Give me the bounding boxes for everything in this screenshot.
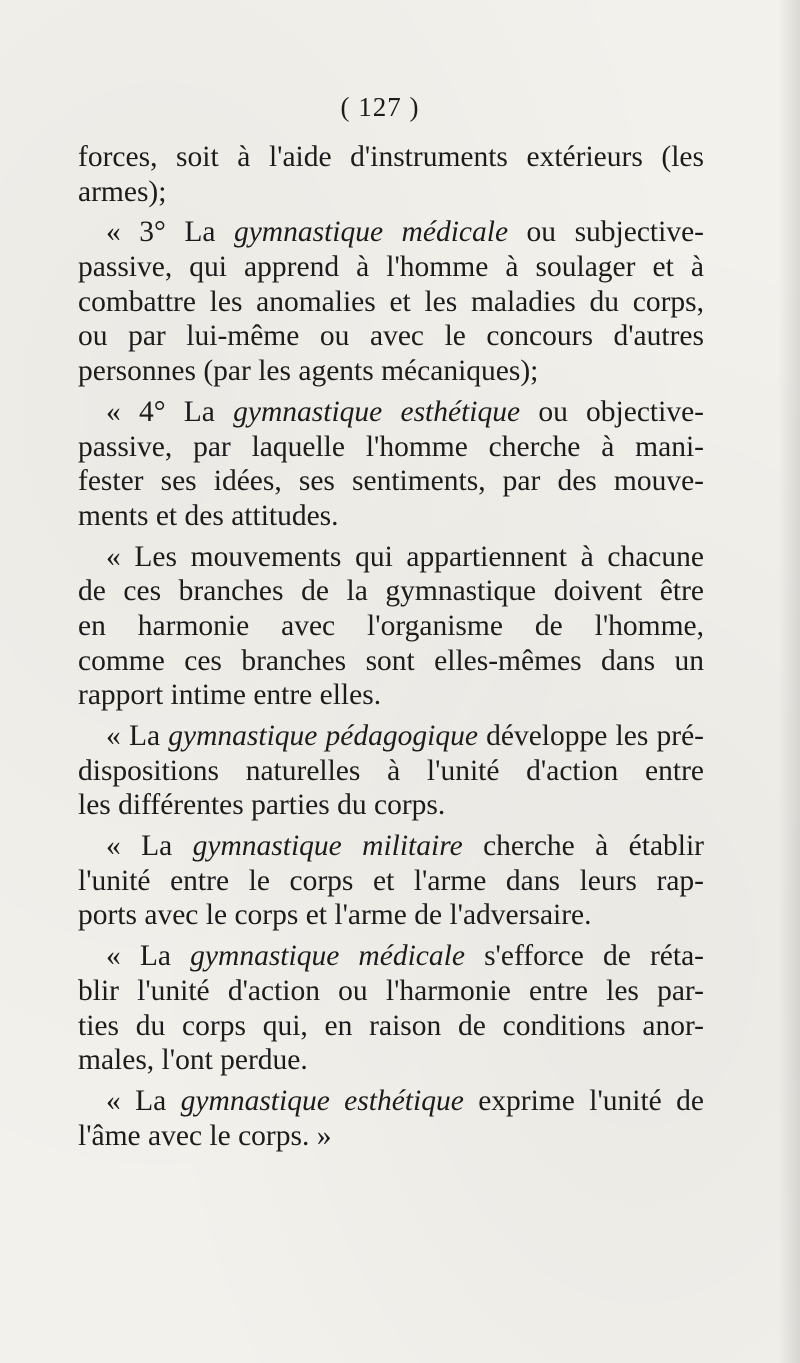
body-text — [78, 140, 704, 1153]
text-run: exprime l'unité de — [463, 1084, 704, 1117]
text-line: l'âme avec le corps. » — [78, 1119, 332, 1152]
page-edge-shadow — [778, 0, 800, 1363]
italic-term: gymnastique médicale — [190, 940, 465, 973]
text-line: armes); — [78, 175, 167, 208]
text-line: l'unité entre le corps et l'arme dans leurs rap- — [78, 864, 704, 897]
text-line: ties du corps qui, en raison de conditions anor- — [78, 1009, 704, 1042]
italic-term: gymnastique militaire — [192, 830, 463, 863]
text-line: « Les mouvements qui appartiennent à chacune — [106, 540, 704, 573]
text-line: blir l'unité d'action ou l'harmonie entre les par- — [78, 974, 704, 1007]
text-run: s'efforce de réta- — [464, 940, 705, 973]
text-line — [78, 719, 704, 754]
text-line: personnes (par les agents mécaniques); — [78, 355, 539, 388]
text-run: cherche à établir — [462, 830, 704, 863]
text-line — [78, 1084, 704, 1119]
text-run: « La — [106, 720, 169, 752]
text-line: de ces branches de la gymnastique doivent être — [78, 575, 704, 608]
text-line: dispositions naturelles à l'unité d'action entre — [78, 754, 704, 787]
text-line: ou par lui-même ou avec le concours d'autres — [78, 320, 704, 353]
text-line — [78, 215, 704, 250]
text-line: en harmonie avec l'organisme de l'homme, — [78, 609, 704, 642]
italic-term: gymnastique médicale — [233, 216, 509, 249]
italic-term: gymnastique esthétique — [180, 1084, 464, 1117]
text-line: passive, qui apprend à l'homme à soulager et à — [78, 251, 704, 284]
text-run: « 3° La — [106, 216, 234, 249]
text-run: développe les pré- — [477, 720, 704, 752]
text-line: forces, soit à l'aide d'instruments extérieurs (les — [78, 141, 704, 173]
text-line: fester ses idées, ses sentiments, par des mouve- — [78, 465, 704, 498]
text-line — [78, 939, 704, 974]
text-run: « La — [106, 1084, 181, 1117]
text-run: « La — [106, 940, 191, 973]
text-line: ports avec le corps et l'arme de l'adversaire. — [78, 899, 592, 932]
page-number: ( 127 ) — [340, 92, 420, 122]
text-line: combattre les anomalies et les maladies du corps, — [78, 285, 704, 318]
text-line: rapport intime entre elles. — [78, 679, 382, 712]
text-line: les différentes parties du corps. — [78, 789, 446, 822]
text-line — [78, 395, 704, 430]
text-line: ments et des attitudes. — [78, 499, 339, 532]
text-line: males, l'ont perdue. — [78, 1044, 308, 1077]
text-run: « 4° La — [106, 395, 234, 428]
text-run: « La — [106, 830, 193, 863]
text-line: passive, par laquelle l'homme cherche à mani- — [78, 430, 704, 463]
italic-term: gymnastique pédagogique — [168, 720, 478, 752]
text-line — [78, 829, 704, 864]
text-run: ou subjective- — [508, 216, 704, 249]
italic-term: gymnastique esthétique — [233, 395, 521, 428]
text-run: ou objective- — [520, 395, 704, 428]
text-line: comme ces branches sont elles-mêmes dans un — [78, 644, 704, 677]
